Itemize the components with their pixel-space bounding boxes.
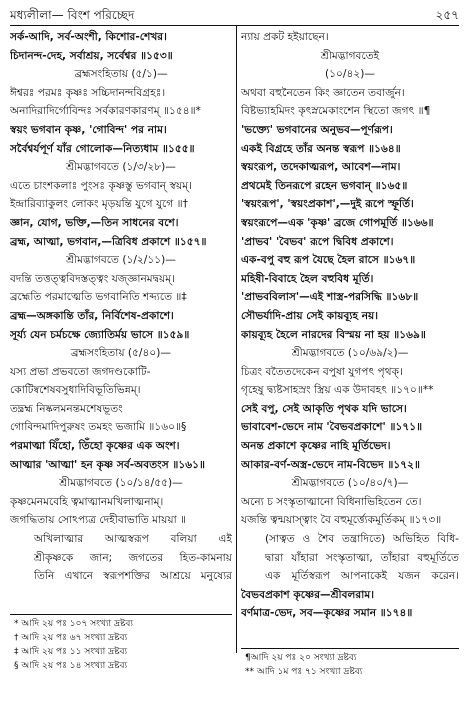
left-text-line: পরমাত্মা যিঁহো, তিঁহো কৃষ্ণের এক অংশ। <box>10 440 180 453</box>
left-text-line: শ্রীকৃষ্ণকে জান; জগতের হিত-কামনায় <box>34 551 232 564</box>
left-text-line: ব্রহ্ম, আত্মা, ভগবান,—ত্রিবিধ প্রকাশে ॥১৫৭॥ <box>10 235 207 248</box>
left-text-line: সূর্য্য যেন চর্মচক্ষে জ্যোতির্ময় ভাসে ॥১৫৯॥ <box>10 328 190 341</box>
right-text-line: 'ভক্ত্যে' ভগবানের অনুভব—পূর্ণরূপ। <box>241 123 393 136</box>
right-text-line: শ্রীমদ্ভাগবতেই <box>320 49 380 62</box>
left-text-line: কৃষ্ণমেনমবেহি ত্বমাত্মানমখিলাত্মনাম্। <box>10 495 164 508</box>
left-footnote: * আদি ২য় পঃ ১০৭ সংখ্যা দ্রষ্টব্য <box>14 619 134 629</box>
chapter-title: মধ্যলীলা— বিংশ পরিচ্ছেদ <box>10 8 135 22</box>
left-footnote-rule <box>10 614 232 615</box>
left-text-line: শ্রীমদ্ভাগবতে (১০/১৪/৫৫)— <box>59 477 183 490</box>
column-divider <box>236 26 237 653</box>
right-text-line: 'প্রাভববিলাস'—এই শাস্ত্র-পরসিদ্ধি ॥১৬৮॥ <box>241 291 419 304</box>
left-text-line: জগদ্ধিতায় সোঽপ্যত্র দেহীবাভাতি মায়য়া ॥ <box>10 514 186 527</box>
left-text-line: ব্রহ্মেতি পরমাত্মেতি ভগবানিতি শব্দ্যতে ॥‡ <box>10 291 187 304</box>
right-text-line: গৃহেষু দ্ব্যষ্টসাহস্রং স্ত্রিয় এক উদাবহৎ ॥১৭০॥** <box>241 384 434 397</box>
right-text-line: অথবা বহুনৈতেন কিং জ্ঞাতেন তবার্জুন। <box>241 86 405 99</box>
right-text-line: এক-বপু বহু রূপ যৈছে হৈল রাসে ॥১৬৭॥ <box>241 254 416 267</box>
left-text-line: অখিলাত্মার আত্মস্বরূপ বলিয়া এই <box>34 533 232 546</box>
left-footnote: ‡ আদি ২য় পঃ ১১ সংখ্যা দ্রষ্টব্য <box>14 647 128 657</box>
right-text-line: এক মূর্তিস্বরূপ আপনাকেই যজন করেন। <box>265 570 459 583</box>
right-text-line: বর্ণমাত্র-ভেদ, সব—কৃষ্ণের সমান ॥১৭৪॥ <box>241 607 413 620</box>
left-text-line: কোটিষ্বশেষবসুধাদিবিভূতিভিন্নম্। <box>10 384 141 397</box>
right-text-line: শ্রীমদ্ভাগবতে (১০/৬৯/২)— <box>291 347 409 360</box>
header-rule <box>10 25 459 26</box>
right-text-line: অন্যে চ সংস্কৃতাত্মানো বিধিনাভিহিতেন তে। <box>241 495 422 508</box>
right-text-line: স্বয়ংরূপ, তদেকাত্মরূপ, আবেশ—নাম। <box>241 161 401 174</box>
left-text-line: গোবিন্দমাদিপুরুষং তমহং ভজামি ॥১৬০॥§ <box>10 421 187 434</box>
left-text-line: ব্রহ্ম—অঙ্গকান্তি তাঁর, নির্বিশেষ-প্রকাশে। <box>10 309 174 322</box>
right-text-line: শ্রীমদ্ভাগবতে (১০/৪০/৭)— <box>291 477 409 490</box>
left-footnotes <box>14 617 133 673</box>
right-text-line: স্বয়ংরূপে—এক 'কৃষ্ণ' ব্রজে গোপমূর্তি ॥১৬৬॥ <box>241 216 434 229</box>
left-text-line: অনাদিরাদির্গোবিন্দঃ সর্বকারণকারণম্ ॥১৫৪॥* <box>10 105 201 118</box>
right-text-line: 'স্বয়ংরূপ', 'স্বয়ংপ্রকাশ',—দুই রূপে স্ফূর্তি। <box>241 198 414 211</box>
right-text-line: চিত্রং বতৈতদেকেন বপুষা যুগপৎ পৃথক্। <box>241 365 403 378</box>
left-text-line: আত্মার 'আত্মা' হন কৃষ্ণ সর্ব-অবতংস ॥১৬১॥ <box>10 458 206 471</box>
right-text-line: আকার-বর্ণ-অস্ত্র-ভেদে নাম-বিভেদ ॥১৭২॥ <box>241 458 420 471</box>
right-text-line: কায়ব্যূহ হৈলে নারদের বিস্ময় না হয় ॥১৬৯॥ <box>241 328 426 341</box>
right-text-line: ভাবাবেশ-ভেদে নাম 'বৈভবপ্রকাশে' ॥১৭১॥ <box>241 421 423 434</box>
left-text-line: তদ্ব্রহ্ম নিষ্কলমনন্তমশেষভূতং <box>10 402 123 415</box>
left-text-line: যস্য প্রভা প্রভবতো জগদণ্ডকোটি- <box>10 365 151 378</box>
right-text-line: অনন্ত প্রকাশে কৃষ্ণের নাহি মূর্তিভেদ। <box>241 440 391 453</box>
left-text-line: সর্বৈশ্বর্যপূর্ণ যাঁর গোলোক—নিত্যধাম ॥১৫৫॥ <box>10 142 195 155</box>
left-text-line: বদন্তি তত্তত্ত্ববিদস্তত্ত্বং যজ্জ্ঞানমদ্বয়ম্। <box>10 272 175 285</box>
right-text-line: ন্যায় প্রকট হইয়াছেন। <box>241 31 329 43</box>
left-text-line: শ্রীমদ্ভাগবতে (১/২/১১)— <box>66 254 176 267</box>
left-text-line: ইন্দ্রারিব্যাকুলং লোকং মৃড়য়ন্তি যুগে যুগে ॥† <box>10 198 188 211</box>
right-footnote-rule <box>241 648 459 649</box>
right-text-line: একই বিগ্রহে তাঁর অনন্ত স্বরূপ ॥১৬৪॥ <box>241 142 401 155</box>
right-text-line: বিষ্টভ্যাহমিদং কৃৎস্নমেকাংশেন স্থিতো জগৎ ॥¶ <box>241 105 431 118</box>
left-text-line: ঈশ্বরঃ পরমঃ কৃষ্ণঃ সচ্চিদানন্দবিগ্রহঃ। <box>10 86 166 99</box>
right-text-line: 'প্রাভব' 'বৈভব' রূপে দ্বিবিধ প্রকাশে। <box>241 235 394 248</box>
left-text-line: তিনি এখানে স্বরূপশক্তির আশ্রয়ে মনুষ্যের <box>34 570 232 583</box>
right-text-line: মহিষী-বিবাহে হৈল বহুবিধ মূর্তি। <box>241 272 374 285</box>
left-text-line: ব্রহ্মসংহিতায় (৫/৪০)— <box>71 347 171 360</box>
left-column <box>10 28 232 586</box>
right-text-line: (১০/৪২)— <box>325 68 375 81</box>
right-text-line: (সাত্বত ও শৈব তন্ত্রাদিতে) অভিহিত বিধি- <box>265 533 459 546</box>
right-text-line: সৌভর্যাদি-প্রায় সেই কায়ব্যূহ নয়। <box>241 309 379 322</box>
right-text-line: দ্বারা যাঁহারা সংস্কৃতাত্মা, তাঁহারা বহুমূর্তিতে <box>265 551 459 564</box>
left-footnote: § আদি ২য় পঃ ১৪ সংখ্যা দ্রষ্টব্য <box>14 661 128 671</box>
right-footnote: ** আদি ১ম পঃ ৭১ সংখ্যা দ্রষ্টব্য <box>245 667 363 677</box>
right-footnotes <box>245 651 362 679</box>
right-text-line: প্রথমেই তিনরূপে রহেন ভগবান্ ॥১৬৫॥ <box>241 179 408 192</box>
running-header <box>10 6 459 24</box>
left-text-line: শ্রীমদ্ভাগবতে (১/৩/২৮)— <box>66 161 176 174</box>
right-text-line: সেই বপু, সেই আকৃতি পৃথক যদি ভাসে। <box>241 402 407 415</box>
right-column <box>241 28 459 623</box>
right-text-line: যজন্তি ত্বন্ময়াস্ত্বাং বৈ বহুমূর্ত্ত্যেকমূর্তিকম্ ॥১৭৩॥ <box>241 514 442 527</box>
left-text-line: এতে চাংশকলাঃ পুংসঃ কৃষ্ণস্তু ভগবান্ স্বয়ম্। <box>10 179 192 192</box>
left-text-line: সর্ক-আদি, সর্ব-অংশী, কিশোর-শেখর। <box>10 31 167 43</box>
left-text-line: চিদানন্দ-দেহ, সর্বাশ্রয়, সর্বেশ্বর ॥১৫৩॥ <box>10 49 173 62</box>
left-footnote: † আদি ২য় পঃ ৬৭ সংখ্যা দ্রষ্টব্য <box>14 633 128 643</box>
page-number: ২৫৭ <box>435 8 459 22</box>
left-text-line: ব্রহ্মসংহিতায় (৫/১)— <box>74 68 168 81</box>
right-text-line: বৈভবপ্রকাশ কৃষ্ণের—শ্রীবলরাম। <box>241 588 374 601</box>
left-text-line: জ্ঞান, যোগ, ভক্তি,—তিন সাধনের বশে। <box>10 216 179 229</box>
right-footnote: ¶আদি ২য় পঃ ২০ সংখ্যা দ্রষ্টব্য <box>245 653 357 663</box>
left-text-line: স্বয়ং ভগবান কৃষ্ণ, 'গোবিন্দ' পর নাম। <box>10 123 167 136</box>
